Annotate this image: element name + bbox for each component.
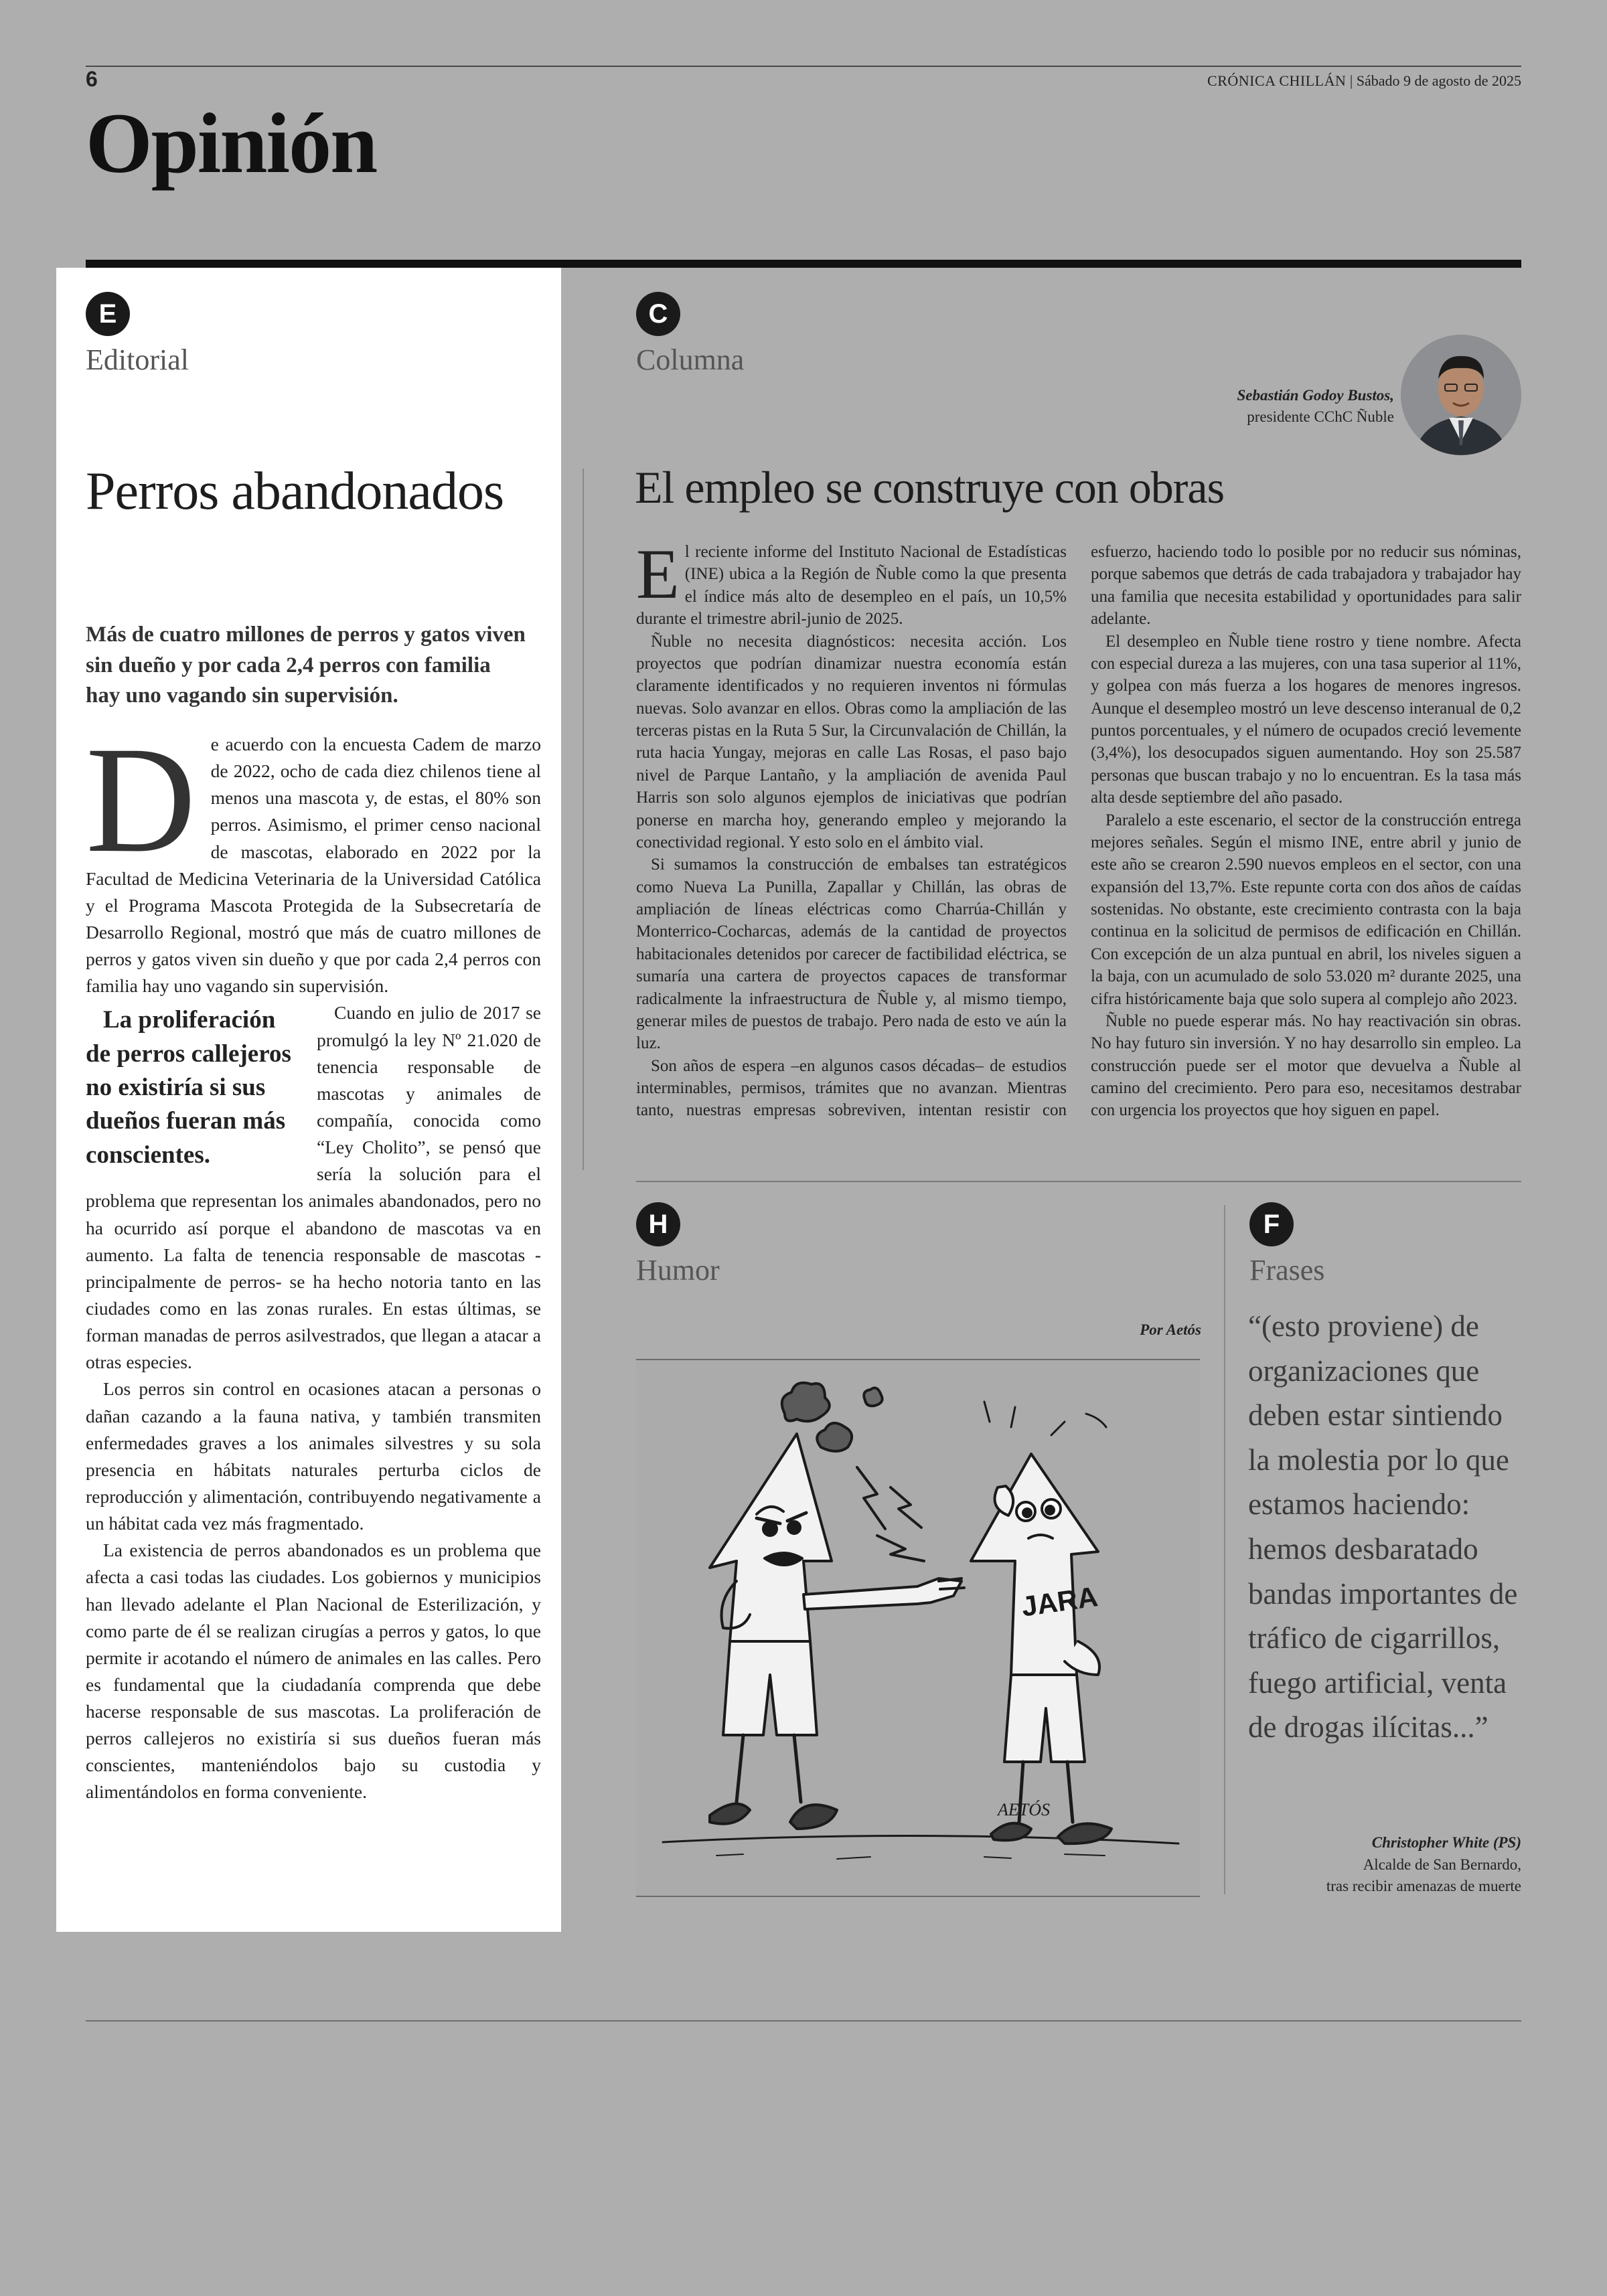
cartoon <box>636 1359 1200 1897</box>
section-thick-rule <box>86 260 1521 268</box>
issue-date: Sábado 9 de agosto de 2025 <box>1356 72 1521 89</box>
column-paragraph: l reciente informe del Instituto Nacional de Estadísticas (INE) ubica a la Región de Ñuble como la que presenta el índice más alto de desempleo en el país, un 10,5% durante el trimestre abril-junio de 2025. <box>636 543 1067 629</box>
publication-name: CRÓNICA CHILLÁN <box>1207 72 1347 89</box>
editorial-paragraph: Cuando en julio de 2017 se promulgó la ley Nº 21.020 de tenencia responsable de mascotas y animales de compañía, conocida como “Ley Cholito”, se pensó que sería la solución para el problema que representan los animales abandonados, pero no ha ocurrido así porque el abandono de mascotas va en aumento. La falta de tenencia responsable de mascotas -principalmente de perros- se ha hecho notoria tanto en las ciudades como en las zonas rurales. En estas últimas, se forman manadas de perros asilvestrados, que llegan a atacar a otras especies. <box>86 1002 541 1373</box>
humor-badge: H <box>636 1202 680 1246</box>
column-divider <box>583 469 584 1170</box>
editorial-body <box>86 716 541 1806</box>
column-body <box>636 535 1521 1170</box>
editorial-paragraph: e acuerdo con la encuesta Cadem de marzo de 2022, ocho de cada diez chilenos tiene al menos una mascota y, de estas, el 80% son perros. Asimismo, el primer censo nacional de mascotas, elaborado en 2022 por la Facultad de Medicina Veterinaria de la Universidad Católica y el Programa Mascota Protegida de la Subsecretaría de Desarrollo Regional, mostró que más de cuatro millones de perros y gatos viven sin dueño y que por cada 2,4 perros con familia hay uno vagando sin supervisión. <box>86 734 541 997</box>
column-badge: C <box>636 292 680 336</box>
frases-badge: F <box>1249 1202 1294 1246</box>
page-number: 6 <box>86 67 98 91</box>
column-author-name: Sebastián Godoy Bustos, <box>1237 387 1394 404</box>
column-author-role: presidente CChC Ñuble <box>1247 408 1394 425</box>
editorial-headline: Perros abandonados <box>86 462 504 521</box>
header-top-rule <box>86 66 1521 67</box>
cartoon-signature: AETÓS <box>998 1800 1050 1819</box>
editorial-paragraph: Los perros sin control en ocasiones atacan a personas o dañan cazando a la fauna nativa, y también transmiten enfermedades graves a los animales silvestres y su sola presencia en hábitats naturales perturba ciclos de reproducción y alimentación, contribuyendo negativamente a un hábitat cada vez más fragmentado. <box>86 1378 541 1534</box>
frases-speaker-context: tras recibir amenazas de muerte <box>1326 1878 1521 1894</box>
column-label: Columna <box>636 343 745 376</box>
editorial-badge: E <box>86 292 130 336</box>
editorial-label: Editorial <box>86 343 189 376</box>
column-paragraph: El desempleo en Ñuble tiene rostro y tiene nombre. Afecta con especial dureza a las mujeres, con una tasa superior al 11%, y golpea con más fuerza a los hogares de menores ingresos. Aunque el desempleo mostró un leve descenso interanual de 0,2 puntos porcentuales, y el número de ocupados creció levemente (3,4%), los desocupados siguen aumentando. Hoy son 25.587 personas que buscan trabajo y no lo encuentran. Es la tasa más alta desde septiembre del año pasado. <box>1091 632 1521 807</box>
frases-speaker-role: Alcalde de San Bernardo, <box>1363 1856 1521 1873</box>
frases-speaker-name: Christopher White (PS) <box>1371 1834 1521 1851</box>
footer-rule <box>86 2020 1521 2022</box>
cartoon-shirt-text: JARA <box>1019 1580 1100 1623</box>
frases-divider <box>1224 1205 1225 1894</box>
frases-label: Frases <box>1249 1254 1325 1287</box>
column-paragraph: Paralelo a este escenario, el sector de la construcción entrega mejores señales. Según el mismo INE, entre abril y junio de este año se crearon 2.590 nuevos empleos en el sector, con una expansión del 13,7%. Este repunte corta con dos años de caídas sostenidas. No obstante, este crecimiento contrasta con la baja continua en la solicitud de permisos de edificación en Chillán. Con excepción de un alza puntual en abril, los niveles siguen a la baja, con un acumulado de solo 53.020 m² durante 2025, una cifra históricamente baja que solo supera al complejo año 2023. <box>1091 811 1521 1008</box>
column-headline: El empleo se construye con obras <box>635 462 1225 513</box>
column-paragraph: Son años de espera –en algunos casos décadas– de estudios interminables, permisos, trámites que no avanzan. Mientras tanto, nuestras empresas sobreviven, intentan resistir con esfuerzo, haciendo todo lo posible por no reducir sus nóminas, porque sabemos que detrás de cada trabajadora y trabajador hay una familia que necesita estabilidad y oportunidades para salir adelante. <box>636 543 1521 1120</box>
author-avatar <box>1401 335 1521 455</box>
humor-label: Humor <box>636 1254 720 1287</box>
editorial-lede: Más de cuatro millones de perros y gatos viven sin dueño y por cada 2,4 perros con familia hay uno vagando sin supervisión. <box>86 623 526 708</box>
column-paragraph: Si sumamos la construcción de embalses tan estratégicos como Nueva La Punilla, Zapallar y Chillán, las obras de ampliación de líneas eléctricas como Charrúa-Chillán y Monterrico-Cocharcas, además de la cantidad de proyectos habitacionales detenidos por carecer de factibilidad eléctrica, se sumaría una cartera de proyectos capaces de transformar radicalmente la infraestructura de Ñuble y, al mismo tiempo, generar miles de puestos de trabajo. Pero nada de esto ve aún la luz. <box>636 855 1067 1053</box>
editorial-drop-cap: D <box>86 716 196 884</box>
frases-quote: “(esto proviene) de organizaciones que deben estar sintiendo la molestia por lo que estamos haciendo: hemos desbaratado bandas importantes de tráfico de cigarrillos, fuego artificial, venta de drogas ilícitas...” <box>1248 1309 1518 1744</box>
masthead-date: CRÓNICA CHILLÁN | Sábado 9 de agosto de 2025 <box>1207 72 1521 89</box>
column-paragraph: Ñuble no puede esperar más. No hay reactivación sin obras. No hay futuro sin inversión. Y no hay desarrollo sin empleo. La construcción puede ser el motor que devuelva a Ñuble al camino del crecimiento. Pero para eso, necesitamos destrabar con urgencia los proyectos que hoy siguen en papel. <box>1091 1011 1521 1120</box>
editorial-pull-quote: La proliferación de perros callejeros no existiría si sus dueños fueran más conscientes. <box>86 1006 291 1169</box>
column-bottom-rule <box>636 1181 1521 1182</box>
column-paragraph: Ñuble no necesita diagnósticos: necesita acción. Los proyectos que podrían dinamizar nuestra economía están claramente identificados y no requieren inventos ni fórmulas nuevas. Solo avanzar en ellos. Obras como la ampliación de las terceras pistas en la Ruta 5 Sur, la Circunvalación de Chillán, la ruta hacia Yungay, mejoras en calle Las Rosas, el paso bajo nivel de Parque Lantaño, y la ampliación de avenida Paul Harris son solo algunos ejemplos de iniciativas que podrían ponerse en marcha hoy, generando empleo y mejorando la conectividad regional. Y esto solo en el ámbito vial. <box>636 632 1067 851</box>
cartoon-byline: Por Aetós <box>1140 1321 1201 1338</box>
section-title: Opinión <box>86 96 377 191</box>
editorial-paragraph: La existencia de perros abandonados es un problema que afecta a casi todas las ciudades. Los gobiernos y municipios han llevado adelante el Plan Nacional de Esterilización, y como parte de él se realizan cirugías a perros y gatos, lo que permite ir acotando el número de animales en las calles. Pero es fundamental que la ciudadanía comprenda que debe hacerse responsable de sus mascotas. La proliferación de perros callejeros no existiría si sus dueños fueran más conscientes, manteniéndolos bajo su custodia y alimentándolos en forma conveniente. <box>86 1540 541 1803</box>
column-drop-cap: E <box>636 535 680 613</box>
